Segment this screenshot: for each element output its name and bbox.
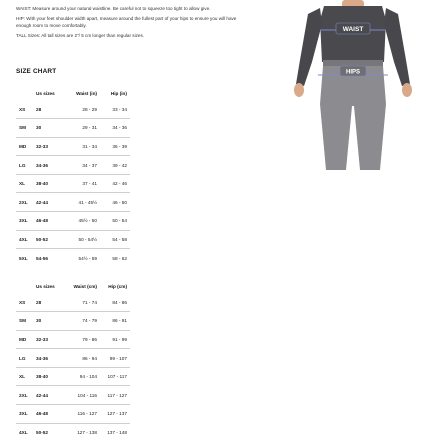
hip-cell: 117 - 127 <box>100 386 130 405</box>
table-row <box>16 312 130 331</box>
hip-cell: 34 - 36 <box>100 119 130 138</box>
size-cell: 4XL <box>16 230 36 249</box>
table-row <box>16 386 130 405</box>
waist-cell: 71 - 74 <box>68 293 100 312</box>
size-cell: XL <box>16 367 36 386</box>
hip-cell: 99 - 107 <box>100 349 130 368</box>
us-size-cell: 54-56 <box>36 255 48 261</box>
right-hand-shape <box>402 83 412 97</box>
table-row <box>16 156 130 175</box>
waist-cell: 116 - 127 <box>68 405 100 424</box>
hip-cell: 54 - 58 <box>100 230 130 249</box>
table-row <box>16 119 130 138</box>
waist-cell: 79 - 86 <box>68 330 100 349</box>
table-row <box>16 137 130 156</box>
hip-cell: 42 - 46 <box>100 174 130 193</box>
size-table-cm <box>16 280 130 442</box>
us-size-cell: 32-33 <box>36 330 68 349</box>
table-row <box>16 212 130 231</box>
table-row <box>16 100 130 119</box>
hip-cell: 36 - 39 <box>100 137 130 156</box>
waist-cell: 31 - 34 <box>68 137 100 156</box>
waist-cell: 74 - 79 <box>68 312 100 331</box>
waist-cell: 86 - 94 <box>68 349 100 368</box>
waist-label: WAIST <box>342 26 364 33</box>
table-body-inches <box>16 100 130 267</box>
table-row <box>16 349 130 368</box>
us-size-cell: 30 <box>36 312 68 331</box>
size-cell: 5XL <box>19 255 28 261</box>
size-cell: LG <box>16 349 36 368</box>
table-row <box>16 174 130 193</box>
table-row <box>16 293 130 312</box>
hip-cell: 46 - 50 <box>100 193 130 212</box>
table-header-row <box>16 87 130 100</box>
pants-shape <box>320 66 386 170</box>
size-cell: XL <box>16 174 36 193</box>
size-table-inches <box>16 87 130 267</box>
measurement-notes <box>16 6 244 44</box>
table-row <box>16 230 130 249</box>
size-cell: 2XL <box>16 386 36 405</box>
us-size-cell: 28 <box>36 293 68 312</box>
header-waist: Waist (cm) <box>73 284 97 289</box>
us-size-cell: 28 <box>36 100 68 119</box>
size-cell: SM <box>16 119 36 138</box>
table-row <box>16 249 130 268</box>
waist-cell: 45½ - 50 <box>68 212 100 231</box>
hip-cell: 137 - 148 <box>107 430 127 436</box>
header-size <box>16 280 36 293</box>
table-row <box>16 405 130 424</box>
waist-cell: 50 - 54½ <box>68 230 100 249</box>
header-us-sizes: Us sizes <box>36 91 55 96</box>
size-cell: 4XL <box>19 430 28 436</box>
hips-label: HIPS <box>345 69 361 76</box>
us-size-cell: 46-48 <box>36 405 68 424</box>
hip-cell: 33 - 34 <box>100 100 130 119</box>
us-size-cell: 46-48 <box>36 212 68 231</box>
us-size-cell: 42-44 <box>36 386 68 405</box>
size-cell: MD <box>16 330 36 349</box>
left-arm-shape <box>296 8 322 86</box>
us-size-cell: 50-52 <box>36 430 48 436</box>
table-row <box>16 423 130 442</box>
us-size-cell: 50-52 <box>36 230 68 249</box>
size-cell: 3XL <box>16 405 36 424</box>
header-hip: Hip (cm) <box>108 284 127 289</box>
waist-cell: 94 - 104 <box>68 367 100 386</box>
us-size-cell: 34-36 <box>36 349 68 368</box>
header-hip: Hip (in) <box>110 91 127 96</box>
waist-cell: 28 - 29 <box>68 100 100 119</box>
hip-cell: 84 - 86 <box>100 293 130 312</box>
hip-cell: 127 - 137 <box>100 405 130 424</box>
size-cell: XS <box>16 293 36 312</box>
hip-cell: 107 - 117 <box>100 367 130 386</box>
hip-cell: 58 - 62 <box>112 255 127 261</box>
hip-note: HIP: With your feet shoulder width apart, measure around the fullest part of your hips to ensure you will have enough room to move comfortably. <box>16 16 237 28</box>
header-us-sizes: Us sizes <box>36 284 55 289</box>
size-cell: XS <box>16 100 36 119</box>
waist-cell: 54½ - 59 <box>78 255 97 261</box>
us-size-cell: 42-44 <box>36 193 68 212</box>
us-size-cell: 38-40 <box>36 367 68 386</box>
body-measurement-figure <box>290 0 416 170</box>
table-row <box>16 367 130 386</box>
waist-note: WAIST: Measure around your natural waistline. Be careful not to squeeze too tight to allow give. <box>16 6 211 11</box>
us-size-cell: 30 <box>36 119 68 138</box>
table-header-row <box>16 280 130 293</box>
size-cell: LG <box>16 156 36 175</box>
waist-cell: 34 - 37 <box>68 156 100 175</box>
size-cell: SM <box>16 312 36 331</box>
waist-cell: 104 - 116 <box>68 386 100 405</box>
hip-cell: 86 - 91 <box>100 312 130 331</box>
table-row <box>16 330 130 349</box>
us-size-cell: 34-36 <box>36 156 68 175</box>
us-size-cell: 32-33 <box>36 137 68 156</box>
left-hand-shape <box>294 83 304 97</box>
hip-cell: 91 - 99 <box>100 330 130 349</box>
tall-note: TALL Sizes: All tall sizes are 2"/ 5 cm longer than regular sizes. <box>16 33 145 39</box>
size-chart-title: SIZE CHART <box>16 68 57 75</box>
header-waist: Waist (in) <box>76 91 97 96</box>
right-arm-shape <box>384 8 410 86</box>
waist-cell: 37 - 41 <box>68 174 100 193</box>
hip-cell: 50 - 54 <box>100 212 130 231</box>
us-size-cell: 38-40 <box>36 174 68 193</box>
waist-cell: 29 - 31 <box>68 119 100 138</box>
size-cell: 3XL <box>16 212 36 231</box>
table-row <box>16 193 130 212</box>
waist-cell: 127 - 138 <box>77 430 97 436</box>
size-cell: 2XL <box>16 193 36 212</box>
size-cell: MD <box>16 137 36 156</box>
table-body-cm <box>16 293 130 442</box>
hip-cell: 39 - 42 <box>100 156 130 175</box>
waist-cell: 41 - 45½ <box>68 193 100 212</box>
header-size <box>16 87 36 100</box>
